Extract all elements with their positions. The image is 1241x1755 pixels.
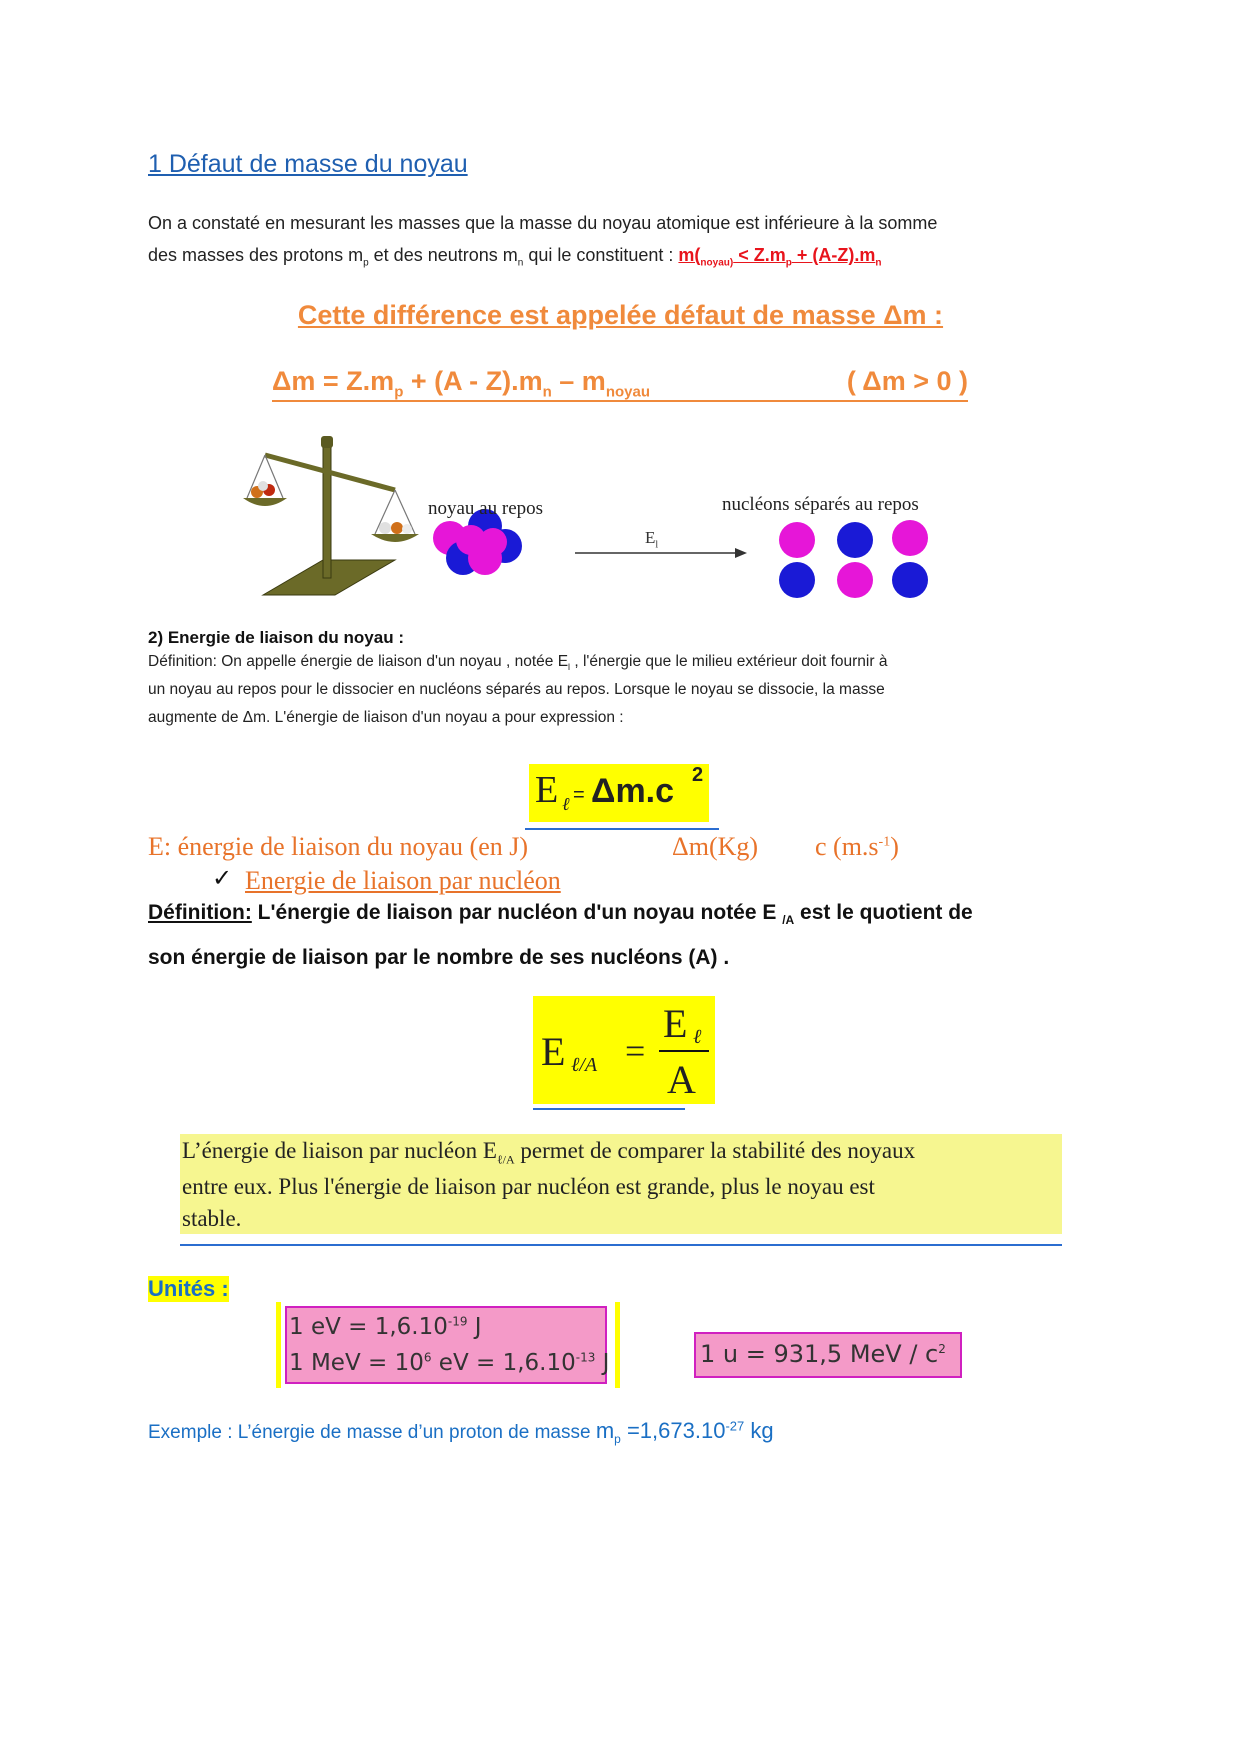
definition-line-1: Définition: On appelle énergie de liaison d'un noyau , notée $E_l$ , l'énergie que le milieu extérieur doit fournir à	[148, 653, 888, 673]
binding-energy-formula-box: E ℓ = Δm.c 2	[529, 764, 709, 822]
mev-conversion: 1 MeV = $10^6$ eV = $1,6.10^{-13}$ J	[289, 1350, 610, 1376]
units-title: Unités :	[148, 1276, 229, 1301]
check-icon: ✓	[212, 865, 233, 892]
atomic-mass-unit-box	[694, 1332, 962, 1378]
stability-line-1: L’énergie de liaison par nucléon $E_{\ell/A}$ permet de comparer la stabilité des noyaux	[182, 1138, 916, 1167]
figure-label-nucleons: nucléons séparés au repos	[722, 494, 919, 515]
intro-line-2: des masses des protons $m_p$ et des neutrons $m_n$ qui le constituent : $m(_{noyau)} < Z.m_p + (A-Z).m_n$	[148, 245, 882, 269]
formula1-underline	[525, 828, 719, 830]
definition-line-2: un noyau au repos pour le dissocier en nucléons séparés au repos. Lorsque le noyau se dissocie, la masse	[148, 681, 885, 698]
mass-defect-formula: $\Delta m = Z.m_p + (A - Z).m_n - m_{noyau}$ ( Δm > 0 )	[272, 366, 968, 401]
binding-energy-units-c: c $(m.s^{-1})$	[815, 832, 899, 861]
units-conversions-frame	[276, 1302, 620, 1388]
balance-post	[323, 442, 331, 578]
stability-underline	[180, 1244, 1062, 1246]
balance-pan-right	[371, 534, 419, 542]
figure-arrow-label: $E_l$	[645, 528, 659, 551]
units-conversions-box	[285, 1306, 610, 1384]
per-nucleon-title: Energie de liaison par nucléon	[245, 866, 561, 895]
intro-line-1: On a constaté en mesurant les masses que la masse du noyau atomique est inférieure à la somme	[148, 213, 938, 233]
binding-energy-per-nucleon-formula-box: E ℓ/A = E ℓ A	[533, 996, 715, 1104]
stability-line-3: stable.	[182, 1206, 242, 1231]
stability-note	[180, 1134, 1062, 1234]
binding-energy-units-dm: Δm(Kg)	[672, 832, 759, 861]
mass-inequality: $m(_{noyau)} < Z.m_p + (A-Z).m_n$	[678, 245, 882, 269]
definition2-line-2: son énergie de liaison par le nombre de ses nucléons (A) .	[148, 946, 730, 969]
mass-defect-title: Cette différence est appelée défaut de masse Δm :	[297, 300, 944, 330]
separated-nucleons	[779, 520, 928, 598]
section-heading-2: 2) Energie de liaison du noyau :	[148, 628, 404, 647]
formula2-underline	[533, 1108, 685, 1110]
section-heading-1: 1 Défaut de masse du noyau	[148, 150, 468, 178]
balance-pan-left	[243, 498, 287, 506]
example-line: Exemple : L’énergie de masse d’un proton de masse $m_p =1,673.10^{-27}$ kg	[148, 1418, 774, 1446]
amu-conversion: 1 u = 931,5 MeV / $c^2$	[700, 1340, 946, 1368]
definition-line-3: augmente de Δm. L'énergie de liaison d'un noyau a pour expression :	[148, 709, 624, 726]
binding-energy-units-e: E: énergie de liaison du noyau (en J)	[148, 832, 529, 861]
stability-line-2: entre eux. Plus l'énergie de liaison par nucléon est grande, plus le noyau est	[182, 1174, 875, 1199]
fraction-bar	[659, 1050, 709, 1052]
ev-conversion: 1 eV = $1,6.10^{-19}$ J	[289, 1314, 482, 1340]
definition2-line-1: Définition: L'énergie de liaison par nucléon d'un noyau notée E $_{/A}$ est le quotient de	[148, 901, 973, 928]
figure-label-nucleus: noyau au repos	[428, 498, 544, 519]
mass-defect-condition: ( Δm > 0 )	[846, 366, 968, 396]
balance-knob	[321, 436, 333, 448]
